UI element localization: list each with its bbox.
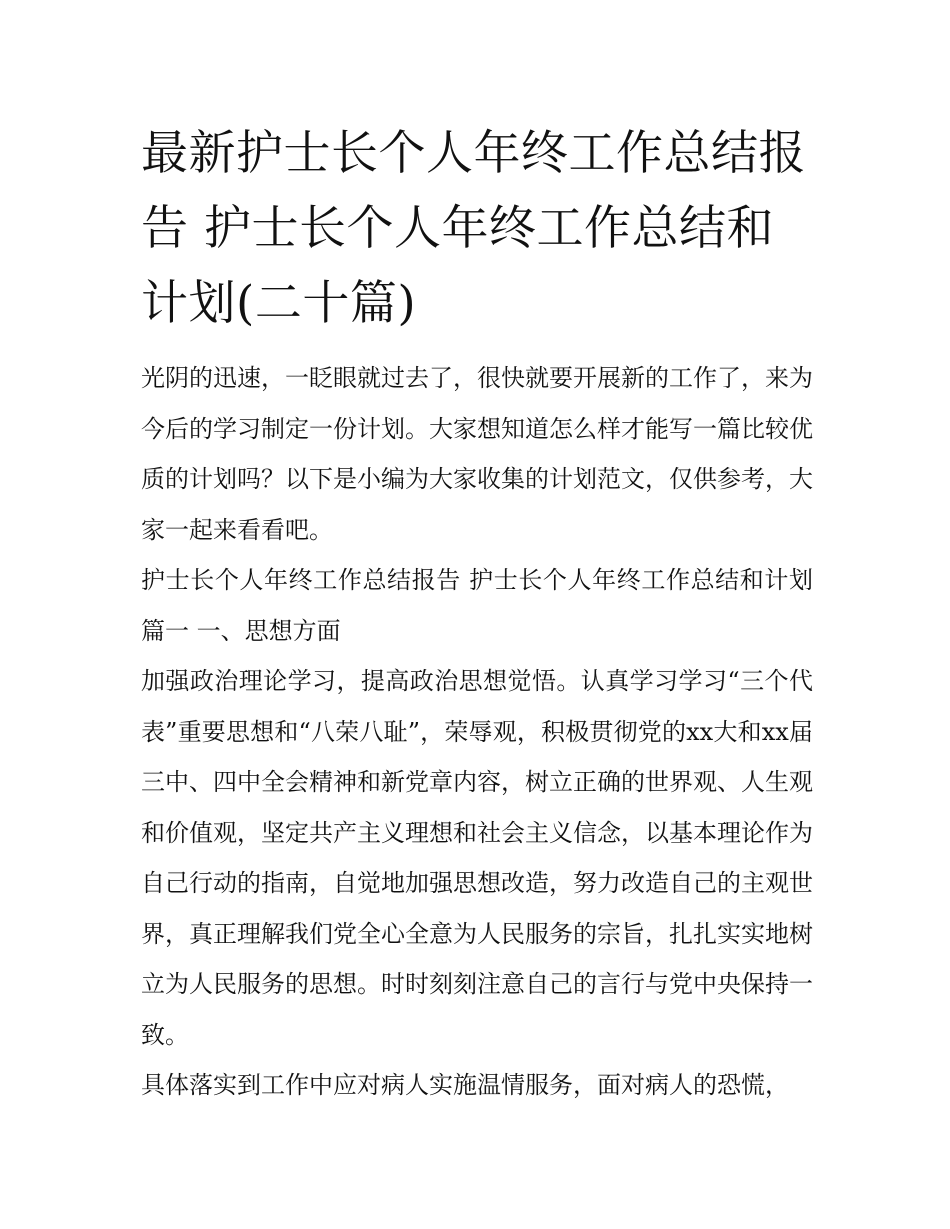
document-page [141,116,813,1111]
paragraph-thought: 加强政治理论学习，提高政治思想觉悟。认真学习学习“三个代表”重要思想和“八荣八耻”，荣辱观，积极贯彻党的xx大和xx届三中、四中全会精神和新党章内容，树立正确的世界观、人生观和价值观，坚定共产主义理想和社会主义信念，以基本理论作为自己行动的指南，自觉地加强思想改造，努力改造自己的主观世界，真正理解我们党全心全意为人民服务的宗旨，扎扎实实地树立为人民服务的思想。时时刻刻注意自己的言行与党中央保持一致。 [141,667,813,1049]
paragraph-intro: 光阴的迅速，一眨眼就过去了，很快就要开展新的工作了，来为今后的学习制定一份计划。大家想知道怎么样才能写一篇比较优质的计划吗？以下是小编为大家收集的计划范文，仅供参考，大家一起来看看吧。 [141,364,813,544]
document-title: 最新护士长个人年终工作总结报告 护士长个人年终工作总结和计划(二十篇) [141,126,806,331]
paragraph-section-heading: 护士长个人年终工作总结报告 护士长个人年终工作总结和计划篇一 一、思想方面 [141,566,813,645]
paragraph-practice: 具体落实到工作中应对病人实施温情服务，面对病人的恐慌， [141,1071,789,1099]
